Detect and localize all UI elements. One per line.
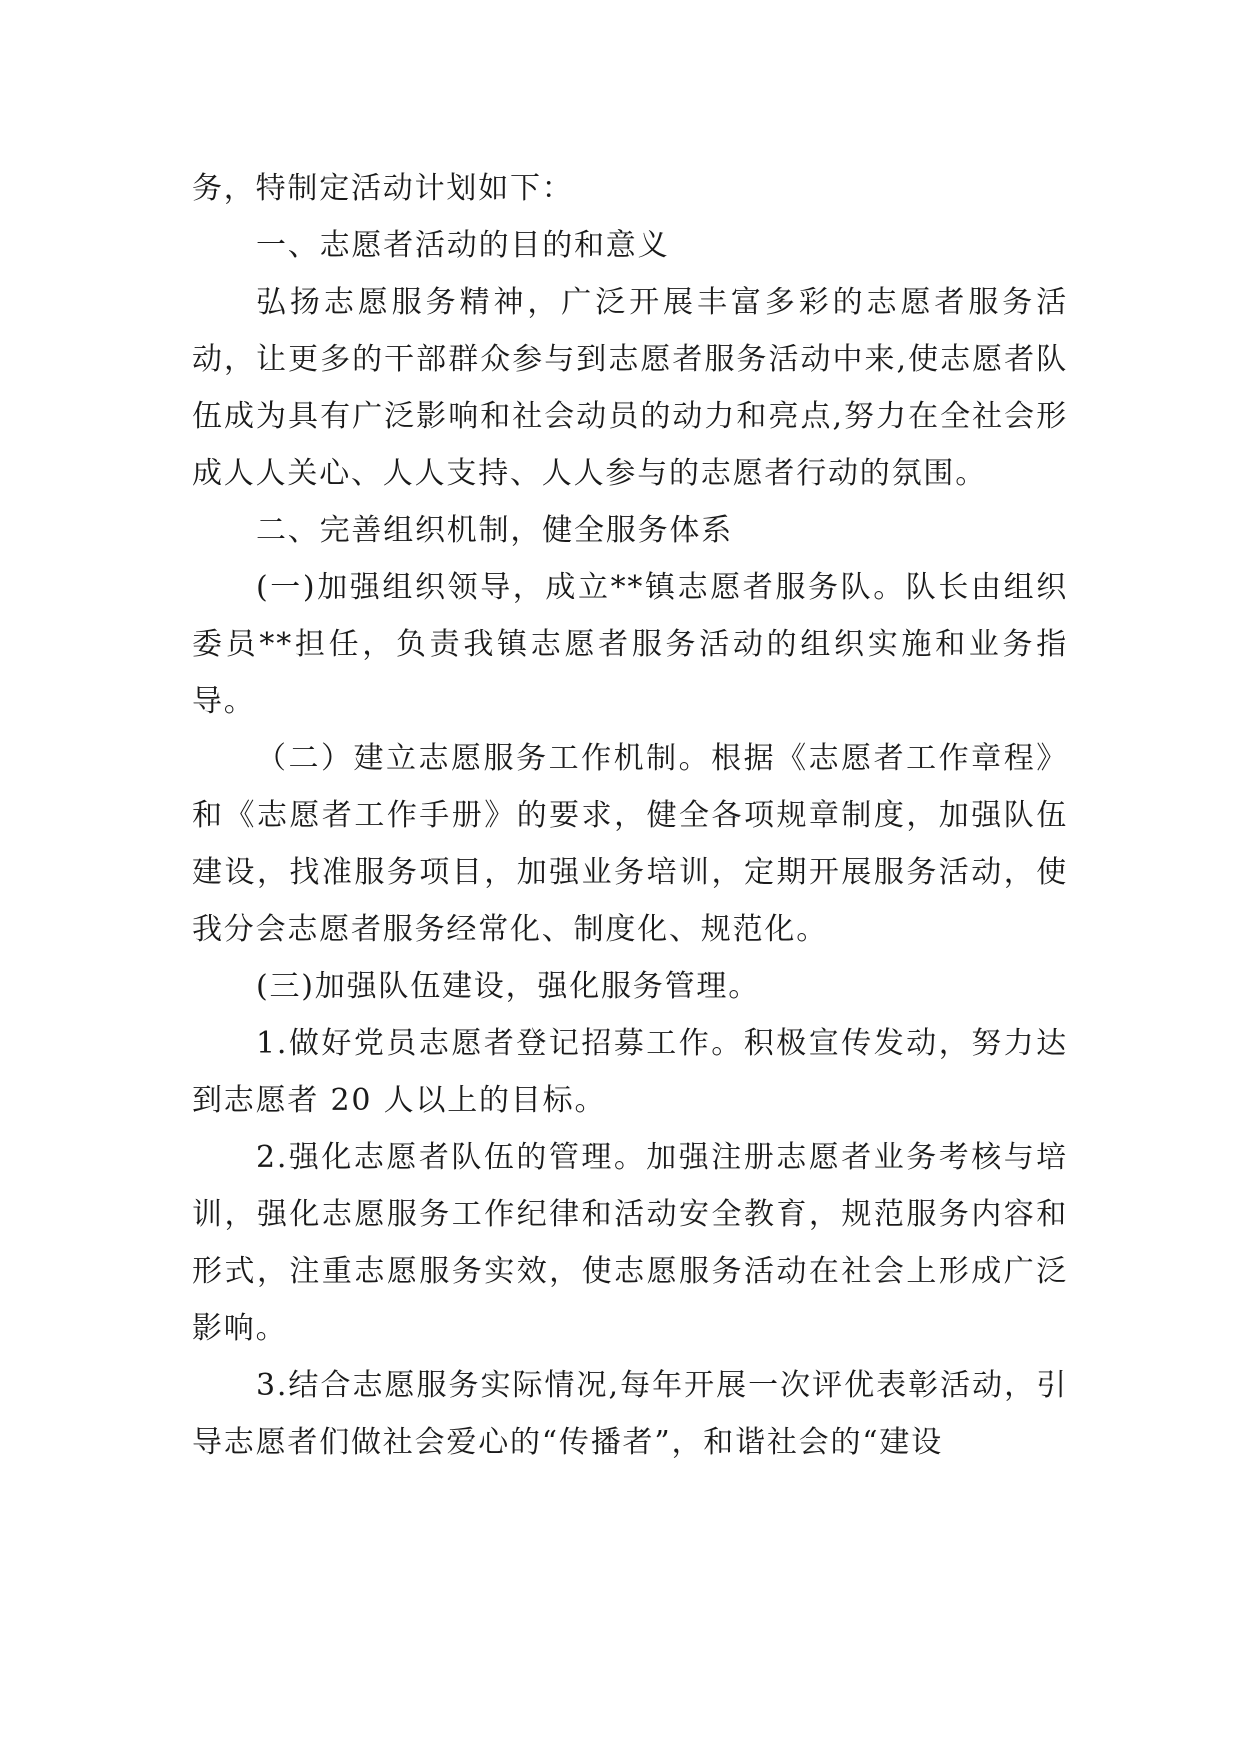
paragraph-work-mechanism: （二）建立志愿服务工作机制。根据《志愿者工作章程》和《志愿者工作手册》的要求，健全各项规章制度，加强队伍建设，找准服务项目，加强业务培训，定期开展服务活动，使我分会志愿者服务经常化、制度化、规范化。: [192, 741, 1068, 947]
document-body: [192, 160, 1068, 1471]
paragraph-purpose: 弘扬志愿服务精神，广泛开展丰富多彩的志愿者服务活动，让更多的干部群众参与到志愿者服务活动中来,使志愿者队伍成为具有广泛影响和社会动员的动力和亮点,努力在全社会形成人人关心、人人支持、人人参与的志愿者行动的氛围。: [192, 285, 1068, 491]
section-heading-purpose: 一、志愿者活动的目的和意义: [256, 228, 670, 263]
paragraph-leadership: (一)加强组织领导，成立**镇志愿者服务队。队长由组织委员**担任，负责我镇志愿者服务活动的组织实施和业务指导。: [192, 570, 1068, 719]
section-heading-mechanism: 二、完善组织机制，健全服务体系: [256, 513, 733, 548]
list-item-recruitment: 1.做好党员志愿者登记招募工作。积极宣传发动，努力达到志愿者 20 人以上的目标。: [192, 1026, 1068, 1118]
list-item-awards: 3.结合志愿服务实际情况,每年开展一次评优表彰活动，引导志愿者们做社会爱心的“传播者”，和谐社会的“建设: [192, 1368, 1068, 1460]
list-item-management: 2.强化志愿者队伍的管理。加强注册志愿者业务考核与培训，强化志愿服务工作纪律和活动安全教育，规范服务内容和形式，注重志愿服务实效，使志愿服务活动在社会上形成广泛影响。: [192, 1140, 1068, 1346]
paragraph-intro-continuation: 务，特制定活动计划如下：: [192, 171, 574, 206]
subsection-heading-team-building: (三)加强队伍建设，强化服务管理。: [256, 969, 761, 1004]
